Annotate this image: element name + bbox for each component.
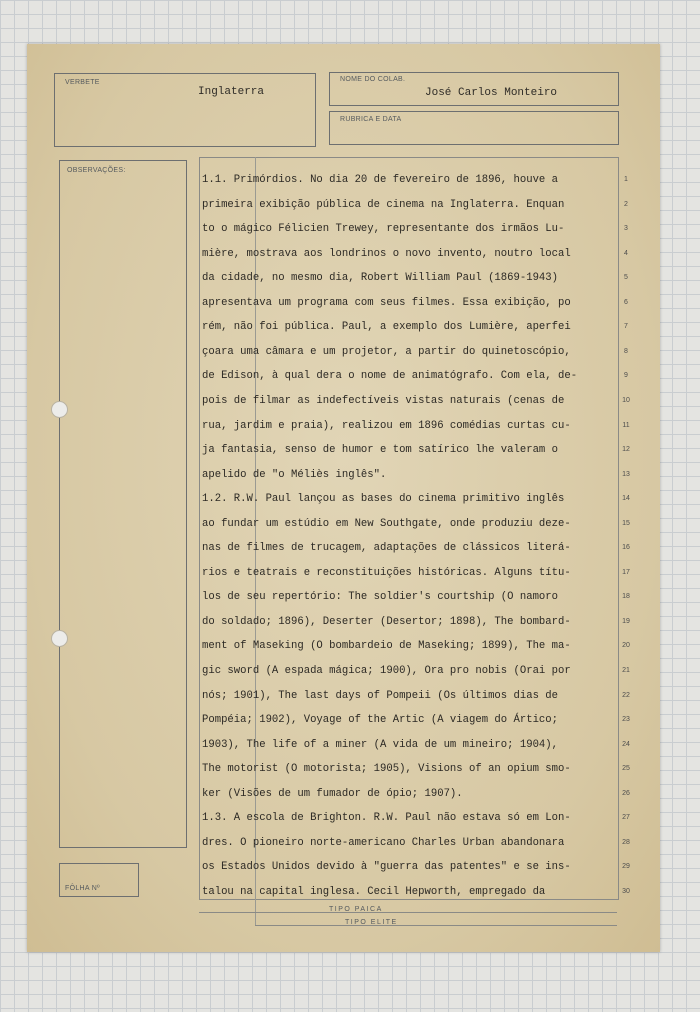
line-number-8: 8	[624, 347, 628, 355]
rubrica-box	[329, 111, 619, 145]
colab-label: NOME DO COLAB.	[340, 76, 406, 83]
text-line-1: 1.1. Primórdios. No dia 20 de fevereiro de 1896, houve a	[202, 174, 559, 186]
rubrica-label: RUBRICA E DATA	[340, 116, 402, 123]
line-number-17: 17	[622, 568, 630, 576]
line-number-24: 24	[622, 740, 630, 748]
line-number-30: 30	[622, 887, 630, 895]
line-number-5: 5	[624, 274, 628, 282]
line-number-25: 25	[622, 765, 630, 773]
text-line-7: rém, não foi pública. Paul, a exemplo dos Lumière, aperfei	[202, 321, 571, 334]
verbete-box	[54, 73, 316, 147]
text-line-3: to o mágico Félicien Trewey, representante dos irmãos Lu-	[202, 223, 565, 236]
line-number-7: 7	[624, 323, 628, 331]
observacoes-box	[59, 160, 187, 848]
text-line-12: ja fantasia, senso de humor e tom satírico lhe valeram o	[202, 444, 559, 457]
text-line-2: primeira exibição pública de cinema na Inglaterra. Enquan	[202, 198, 565, 211]
text-line-11: rua, jardim e praia), realizou em 1896 comédias curtas cu-	[202, 419, 571, 432]
typewritten-page	[27, 44, 660, 952]
verbete-value: Inglaterra	[198, 86, 265, 98]
verbete-label: VERBETE	[65, 79, 100, 86]
line-number-9: 9	[624, 372, 628, 380]
line-number-4: 4	[624, 249, 628, 257]
line-number-21: 21	[622, 667, 630, 674]
text-line-14: 1.2. R.W. Paul lançou as bases do cinema primitivo inglês	[202, 493, 565, 506]
text-line-22: nós; 1901), The last days of Pompeii (Os últimos dias de	[202, 689, 559, 702]
line-number-1: 1	[624, 176, 628, 183]
tipo-paica-label: TIPO PAICA	[329, 906, 383, 913]
text-line-5: da cidade, no mesmo dia, Robert William Paul (1869-1943)	[202, 272, 559, 285]
text-line-29: os Estados Unidos devido à "guerra das patentes" e se ins-	[202, 861, 571, 874]
text-line-19: do soldado; 1896), Deserter (Desertor; 1898), The bombard-	[202, 615, 571, 628]
line-number-6: 6	[624, 298, 628, 306]
colab-value: José Carlos Monteiro	[425, 87, 558, 99]
line-number-23: 23	[622, 716, 630, 724]
text-line-25: The motorist (O motorista; 1905), Visions of an opium smo-	[202, 763, 571, 776]
text-line-26: ker (Visões de um fumador de ópio; 1907).	[202, 787, 463, 800]
text-line-18: los de seu repertório: The soldier's courtship (O namoro	[202, 591, 559, 604]
text-frame-bottom-rule	[199, 912, 617, 913]
text-line-8: çoara uma câmara e um projetor, a partir do quinetoscópio,	[202, 345, 571, 358]
line-number-28: 28	[622, 838, 630, 846]
text-line-10: pois de filmar as indefectíveis vistas naturais (cenas de	[202, 394, 565, 407]
line-number-11: 11	[622, 421, 630, 429]
folha-label: FÔLHA Nº	[65, 885, 100, 892]
line-number-26: 26	[622, 789, 630, 797]
text-line-28: dres. O pioneiro norte-americano Charles Urban abandonara	[202, 836, 565, 849]
text-line-6: apresentava um programa com seus filmes. Essa exibição, po	[202, 296, 571, 309]
observacoes-label: OBSERVAÇÕES:	[67, 167, 126, 174]
line-number-22: 22	[622, 691, 630, 699]
line-number-16: 16	[622, 544, 630, 552]
text-line-16: nas de filmes de trucagem, adaptações de clássicos literá-	[202, 542, 571, 555]
punch-hole-top	[51, 401, 68, 418]
text-line-20: ment of Maseking (O bombardeio de Maseking; 1899), The ma-	[202, 640, 571, 653]
line-number-27: 27	[622, 814, 630, 822]
punch-hole-bottom	[51, 630, 68, 647]
line-number-20: 20	[622, 642, 630, 650]
text-line-15: ao fundar um estúdio em New Southgate, onde produziu deze-	[202, 517, 571, 530]
colab-box	[329, 72, 619, 106]
text-line-24: 1903), The life of a miner (A vida de um mineiro; 1904),	[202, 738, 559, 751]
text-line-21: gic sword (A espada mágica; 1900), Ora pro nobis (Orai por	[202, 665, 571, 677]
text-line-23: Pompéia; 1902), Voyage of the Artic (A viagem do Ártico;	[202, 714, 559, 727]
line-number-29: 29	[622, 863, 630, 871]
line-number-3: 3	[624, 225, 628, 233]
line-number-14: 14	[622, 495, 630, 503]
text-line-9: de Edison, à qual dera o nome de animatógrafo. Com ela, de-	[202, 370, 578, 383]
line-number-13: 13	[622, 470, 630, 478]
line-number-10: 10	[622, 396, 630, 404]
text-line-17: rios e teatrais e reconstituições históricas. Alguns títu-	[202, 566, 571, 579]
line-number-12: 12	[622, 446, 630, 454]
folha-box	[59, 863, 139, 897]
line-number-2: 2	[624, 200, 628, 208]
tipo-elite-label: TIPO ELITE	[345, 919, 398, 926]
text-line-30: talou na capital inglesa. Cecil Hepworth, empregado da	[202, 885, 546, 898]
text-line-27: 1.3. A escola de Brighton. R.W. Paul não estava só em Lon-	[202, 812, 571, 825]
line-number-18: 18	[622, 593, 630, 601]
line-number-19: 19	[622, 617, 630, 625]
text-line-13: apelido de "o Méliès inglês".	[202, 468, 387, 481]
text-frame-bottom-rule-2	[255, 925, 617, 926]
text-line-4: mière, mostrava aos londrinos o novo invento, noutro local	[202, 247, 571, 260]
line-number-15: 15	[622, 519, 630, 527]
